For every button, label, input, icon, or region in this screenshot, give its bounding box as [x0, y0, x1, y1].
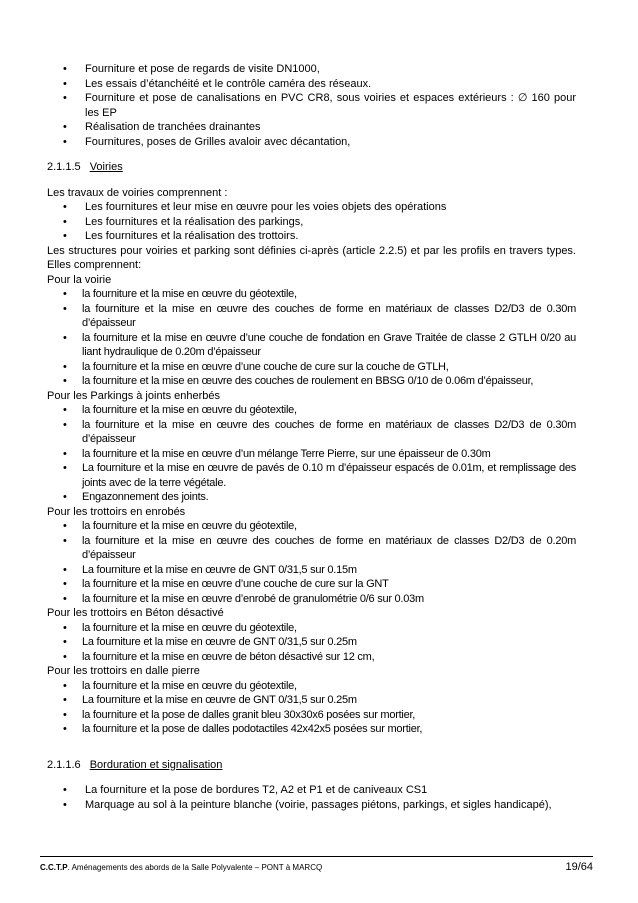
bullet-icon: •	[63, 462, 67, 474]
page-footer	[40, 856, 593, 873]
bullet-icon: •	[63, 621, 67, 634]
list-item	[47, 592, 576, 607]
list-item	[47, 722, 576, 737]
bullet-icon: •	[63, 121, 67, 133]
list-item	[47, 418, 576, 447]
list-item	[47, 621, 576, 636]
bullet-icon: •	[63, 563, 67, 576]
voirie-list	[47, 287, 576, 389]
bullet-icon: •	[63, 491, 67, 503]
list-item-text: la fourniture et la mise en œuvre du géotextile,	[82, 404, 297, 416]
list-item-text: Fournitures, poses de Grilles avaloir avec décantation,	[85, 135, 351, 148]
bullet-icon: •	[63, 302, 67, 315]
footer-text	[40, 863, 322, 873]
enrobes-list	[47, 519, 576, 606]
list-item	[47, 229, 576, 244]
list-item	[47, 650, 576, 665]
list-item	[47, 490, 576, 505]
section-number: 2.1.1.5	[47, 161, 81, 173]
list-item-text: La fourniture et la pose de bordures T2, A2 et P1 et de caniveaux CS1	[85, 784, 428, 796]
list-item-text: Fourniture et pose de canalisations en PVC CR8, sous voiries et espaces extérieurs : ∅ 160 pour les EP	[85, 92, 576, 119]
list-item-text: la fourniture et la pose de dalles podotactiles 42x42x5 posées sur mortier,	[82, 723, 423, 735]
list-item	[47, 461, 576, 490]
footer-title: . Aménagements des abords de la Salle Polyvalente – PONT à MARCQ	[67, 863, 323, 872]
page-body	[47, 62, 576, 812]
bordure-list	[47, 783, 576, 812]
list-item	[47, 302, 576, 331]
list-item-text: Réalisation de tranchées drainantes	[85, 121, 261, 133]
voiries-intro: Les travaux de voiries comprennent :	[47, 186, 228, 199]
bullet-icon: •	[63, 708, 67, 721]
list-item	[47, 635, 576, 650]
list-item-text: la fourniture et la mise en œuvre des couches de forme en matériaux de classes D2/D3 de 0.30m d’épaisseur	[82, 302, 576, 329]
list-item	[47, 447, 576, 462]
list-item	[47, 783, 576, 798]
list-item	[47, 708, 576, 723]
bullet-icon: •	[63, 636, 67, 648]
bullet-icon: •	[63, 375, 67, 387]
list-item-text: la fourniture et la mise en œuvre d’une couche de cure sur la GNT	[82, 578, 389, 590]
bullet-icon: •	[63, 418, 67, 431]
list-item-text: la fourniture et la mise en œuvre du géotextile,	[82, 621, 297, 634]
bullet-icon: •	[63, 784, 67, 796]
parkings-list	[47, 403, 576, 505]
section-title: Voiries	[89, 161, 123, 173]
bullet-icon: •	[63, 447, 67, 460]
list-item-text: la fourniture et la mise en œuvre d’une couche de cure sur la couche de GTLH,	[82, 360, 449, 373]
bullet-icon: •	[63, 230, 67, 242]
bullet-icon: •	[63, 404, 67, 416]
list-item-text: la fourniture et la mise en œuvre des couches de forme en matériaux de classes D2/D3 de 0.20m d’épaisseur	[82, 534, 576, 561]
bullet-icon: •	[63, 331, 67, 344]
list-item-text: Fourniture et pose de regards de visite DN1000,	[85, 63, 320, 75]
dalle-list	[47, 679, 576, 737]
bullet-icon: •	[63, 798, 67, 811]
bullet-icon: •	[63, 694, 67, 706]
list-item	[47, 798, 576, 813]
list-item-text: La fourniture et la mise en œuvre de GNT 0/31,5 sur 0.25m	[82, 636, 357, 648]
list-item	[47, 331, 576, 360]
structures-paragraph: Les structures pour voiries et parking sont définies ci-après (article 2.2.5) et par les profils en travers types. Elles comprennent:	[47, 244, 576, 271]
list-item	[47, 287, 576, 302]
list-item-text: Les fournitures et la réalisation des trottoirs.	[85, 230, 299, 242]
bullet-icon: •	[63, 578, 67, 590]
list-item-text: la fourniture et la mise en œuvre de béton désactivé sur 12 cm,	[82, 650, 375, 663]
list-item	[47, 91, 576, 120]
bullet-icon: •	[63, 534, 67, 547]
list-item	[47, 563, 576, 578]
list-item	[47, 693, 576, 708]
list-item	[47, 534, 576, 563]
section-heading-bordure	[47, 758, 576, 773]
list-item-text: la fourniture et la mise en œuvre des couches de roulement en BBSG 0/10 de 0.06m d’épaisseur,	[82, 375, 534, 387]
list-item	[47, 120, 576, 135]
section-number: 2.1.1.6	[47, 758, 81, 771]
bullet-icon: •	[63, 723, 67, 735]
bullet-icon: •	[63, 650, 67, 663]
list-item-text: la fourniture et la pose de dalles granit bleu 30x30x6 posées sur mortier,	[82, 708, 416, 721]
network-list	[47, 62, 576, 149]
list-item	[47, 135, 576, 150]
bullet-icon: •	[63, 592, 67, 605]
spacer	[47, 737, 576, 747]
bullet-icon: •	[63, 201, 67, 213]
bullet-icon: •	[63, 520, 67, 532]
list-item-text: la fourniture et la mise en œuvre du géotextile,	[82, 288, 297, 300]
list-item	[47, 679, 576, 694]
list-item-text: la fourniture et la mise en œuvre d’un mélange Terre Pierre, sur une épaisseur de 0.30m	[82, 447, 491, 460]
list-item	[47, 215, 576, 230]
list-item-text: la fourniture et la mise en œuvre d’une couche de fondation en Grave Traitée de classe 2 GTLH 0/20 au liant hydraulique de 0.20m d’épaisseur	[82, 331, 576, 358]
list-item-text: Les fournitures et leur mise en œuvre pour les voies objets des opérations	[85, 201, 447, 213]
list-item-text: La fourniture et la mise en œuvre de GNT 0/31,5 sur 0.25m	[82, 694, 357, 706]
bullet-icon: •	[63, 215, 67, 228]
list-item	[47, 374, 576, 389]
bullet-icon: •	[63, 63, 67, 75]
bullet-icon: •	[63, 77, 67, 90]
list-item-text: la fourniture et la mise en œuvre d’enrobé de granulométrie 0/6 sur 0.03m	[82, 592, 424, 605]
list-item-text: Engazonnement des joints.	[82, 491, 209, 503]
list-item-text: la fourniture et la mise en œuvre du géotextile,	[82, 520, 297, 532]
list-item-text: la fourniture et la mise en œuvre des couches de forme en matériaux de classes D2/D3 de 0.30m d’épaisseur	[82, 418, 576, 445]
beton-list	[47, 621, 576, 665]
bullet-icon: •	[63, 92, 67, 104]
list-item	[47, 200, 576, 215]
list-item-text: la fourniture et la mise en œuvre du géotextile,	[82, 679, 297, 692]
group-label-voirie: Pour la voirie	[47, 273, 112, 286]
section-title: Borduration et signalisation	[89, 758, 223, 771]
list-item-text: Les fournitures et la réalisation des parkings,	[85, 215, 304, 228]
section-heading-voiries	[47, 160, 576, 175]
list-item	[47, 360, 576, 375]
voiries-works-list	[47, 200, 576, 244]
list-item-text: La fourniture et la mise en œuvre de pavés de 0.10 m d’épaisseur espacés de 0.01m, et remplissage des joints avec de la terre végétale.	[82, 462, 576, 489]
list-item	[47, 62, 576, 77]
list-item	[47, 577, 576, 592]
footer-ref: C.C.T.P	[40, 863, 68, 872]
bullet-icon: •	[63, 679, 67, 692]
bullet-icon: •	[63, 288, 67, 300]
list-item	[47, 77, 576, 92]
list-item-text: Marquage au sol à la peinture blanche (voirie, passages piétons, parkings, et sigles handicapé),	[85, 798, 552, 811]
group-label-enrobes: Pour les trottoirs en enrobés	[47, 505, 186, 518]
bullet-icon: •	[63, 135, 67, 148]
bullet-icon: •	[63, 360, 67, 373]
list-item	[47, 403, 576, 418]
group-label-beton: Pour les trottoirs en Béton désactivé	[47, 607, 224, 619]
list-item	[47, 519, 576, 534]
list-item-text: Les essais d’étanchéité et le contrôle caméra des réseaux.	[85, 77, 372, 90]
list-item-text: La fourniture et la mise en œuvre de GNT 0/31,5 sur 0.15m	[82, 563, 357, 576]
group-label-dalle: Pour les trottoirs en dalle pierre	[47, 665, 200, 677]
page-number: 19/64	[565, 861, 593, 873]
group-label-parkings: Pour les Parkings à joints enherbés	[47, 389, 221, 402]
